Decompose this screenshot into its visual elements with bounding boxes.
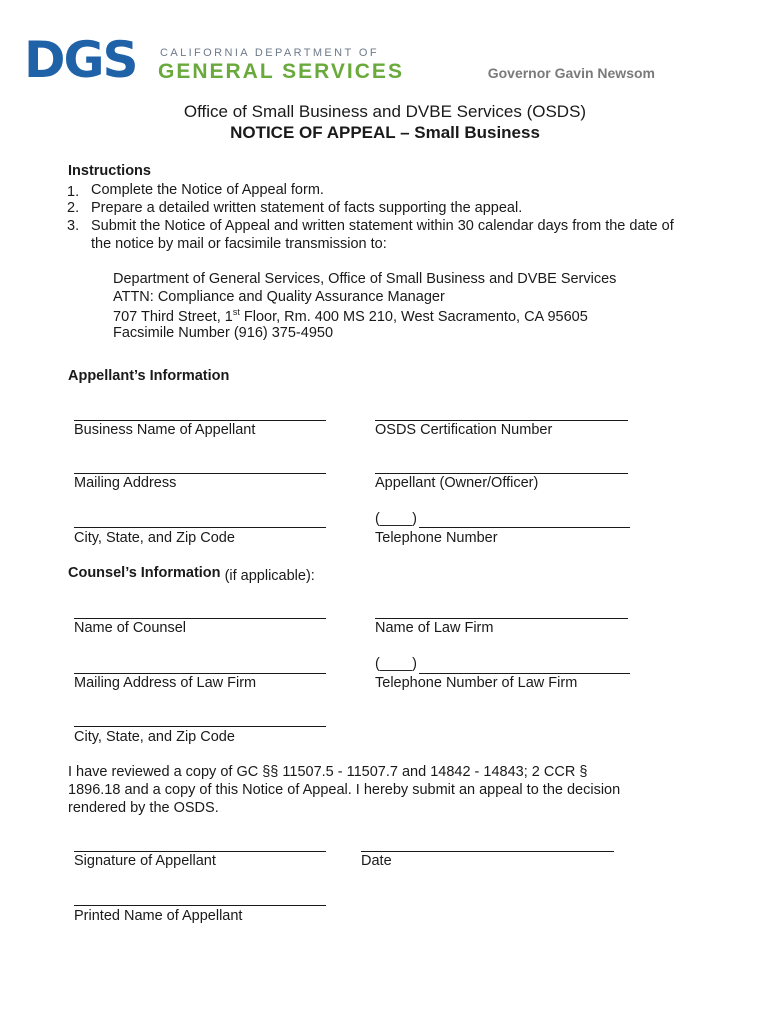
law-firm-label: Name of Law Firm bbox=[375, 620, 494, 636]
date-label: Date bbox=[361, 853, 392, 869]
step-text: Submit the Notice of Appeal and written statement within 30 calendar days from the date of bbox=[91, 218, 674, 234]
counsel-name-field[interactable] bbox=[74, 618, 326, 619]
law-firm-field[interactable] bbox=[375, 618, 628, 619]
step-text: Complete the Notice of Appeal form. bbox=[91, 182, 324, 198]
step-number: 2. bbox=[67, 200, 80, 216]
city-state-zip-label: City, State, and Zip Code bbox=[74, 530, 235, 546]
law-firm-phone-label: Telephone Number of Law Firm bbox=[375, 675, 578, 691]
dept-name-line2: GENERAL SERVICES bbox=[158, 60, 404, 83]
address-line: Department of General Services, Office of Small Business and DVBE Services bbox=[113, 271, 617, 287]
osds-cert-field[interactable] bbox=[375, 420, 628, 421]
appellant-section-heading: Appellant’s Information bbox=[68, 368, 230, 384]
instructions-heading: Instructions bbox=[68, 163, 151, 179]
governor-name: Governor Gavin Newsom bbox=[487, 65, 655, 81]
document-title: Office of Small Business and DVBE Services (OSDS) bbox=[183, 102, 587, 121]
signature-label: Signature of Appellant bbox=[74, 853, 216, 869]
owner-officer-field[interactable] bbox=[375, 473, 628, 474]
counsel-section-heading bbox=[68, 565, 315, 584]
address-floor-suffix: st bbox=[232, 307, 240, 317]
business-name-field[interactable] bbox=[74, 420, 326, 421]
law-firm-phone-field[interactable] bbox=[419, 673, 630, 674]
statement-line: I have reviewed a copy of GC §§ 11507.5 - 11507.7 and 14842 - 14843; 2 CCR § bbox=[68, 764, 588, 780]
osds-cert-label: OSDS Certification Number bbox=[375, 422, 553, 438]
dgs-logo-letters: DGS bbox=[24, 31, 137, 89]
address-line: ATTN: Compliance and Quality Assurance Manager bbox=[113, 289, 445, 305]
owner-officer-label: Appellant (Owner/Officer) bbox=[375, 475, 539, 491]
step-text-continued: the notice by mail or facsimile transmission to: bbox=[91, 236, 387, 252]
telephone-label: Telephone Number bbox=[375, 530, 498, 546]
mailing-address-field[interactable] bbox=[74, 473, 326, 474]
document-subtitle: NOTICE OF APPEAL – Small Business bbox=[230, 123, 540, 142]
statement-line: rendered by the OSDS. bbox=[68, 800, 219, 816]
printed-name-label: Printed Name of Appellant bbox=[74, 908, 243, 924]
law-firm-address-label: Mailing Address of Law Firm bbox=[74, 675, 257, 691]
city-state-zip-field[interactable] bbox=[74, 527, 326, 528]
statement-line: 1896.18 and a copy of this Notice of Appeal. I hereby submit an appeal to the decision bbox=[68, 782, 621, 798]
step-number: 1. bbox=[67, 184, 80, 200]
counsel-name-label: Name of Counsel bbox=[74, 620, 187, 636]
printed-name-field[interactable] bbox=[74, 905, 326, 906]
address-street: 707 Third Street, 1 bbox=[113, 308, 233, 325]
counsel-heading-text: Counsel’s Information bbox=[68, 565, 221, 581]
fax-number: Facsimile Number (916) 375-4950 bbox=[113, 325, 334, 341]
law-firm-address-field[interactable] bbox=[74, 673, 326, 674]
law-firm-phone-area-code: (____) bbox=[375, 656, 417, 672]
business-name-label: Business Name of Appellant bbox=[74, 422, 256, 438]
step-text: Prepare a detailed written statement of facts supporting the appeal. bbox=[91, 200, 523, 216]
dgs-logo bbox=[24, 31, 137, 89]
date-field[interactable] bbox=[361, 851, 614, 852]
step-number: 3. bbox=[67, 218, 80, 234]
law-firm-city-field[interactable] bbox=[74, 726, 326, 727]
mailing-address-label: Mailing Address bbox=[74, 475, 177, 491]
signature-field[interactable] bbox=[74, 851, 326, 852]
address-line bbox=[113, 307, 588, 325]
law-firm-city-label: City, State, and Zip Code bbox=[74, 729, 235, 745]
counsel-heading-note: (if applicable): bbox=[224, 568, 315, 584]
dept-name-line1: CALIFORNIA DEPARTMENT OF bbox=[160, 47, 379, 59]
telephone-field[interactable] bbox=[419, 527, 630, 528]
phone-area-code: (____) bbox=[375, 511, 417, 527]
address-street-rest: Floor, Rm. 400 MS 210, West Sacramento, CA 95605 bbox=[239, 308, 588, 325]
